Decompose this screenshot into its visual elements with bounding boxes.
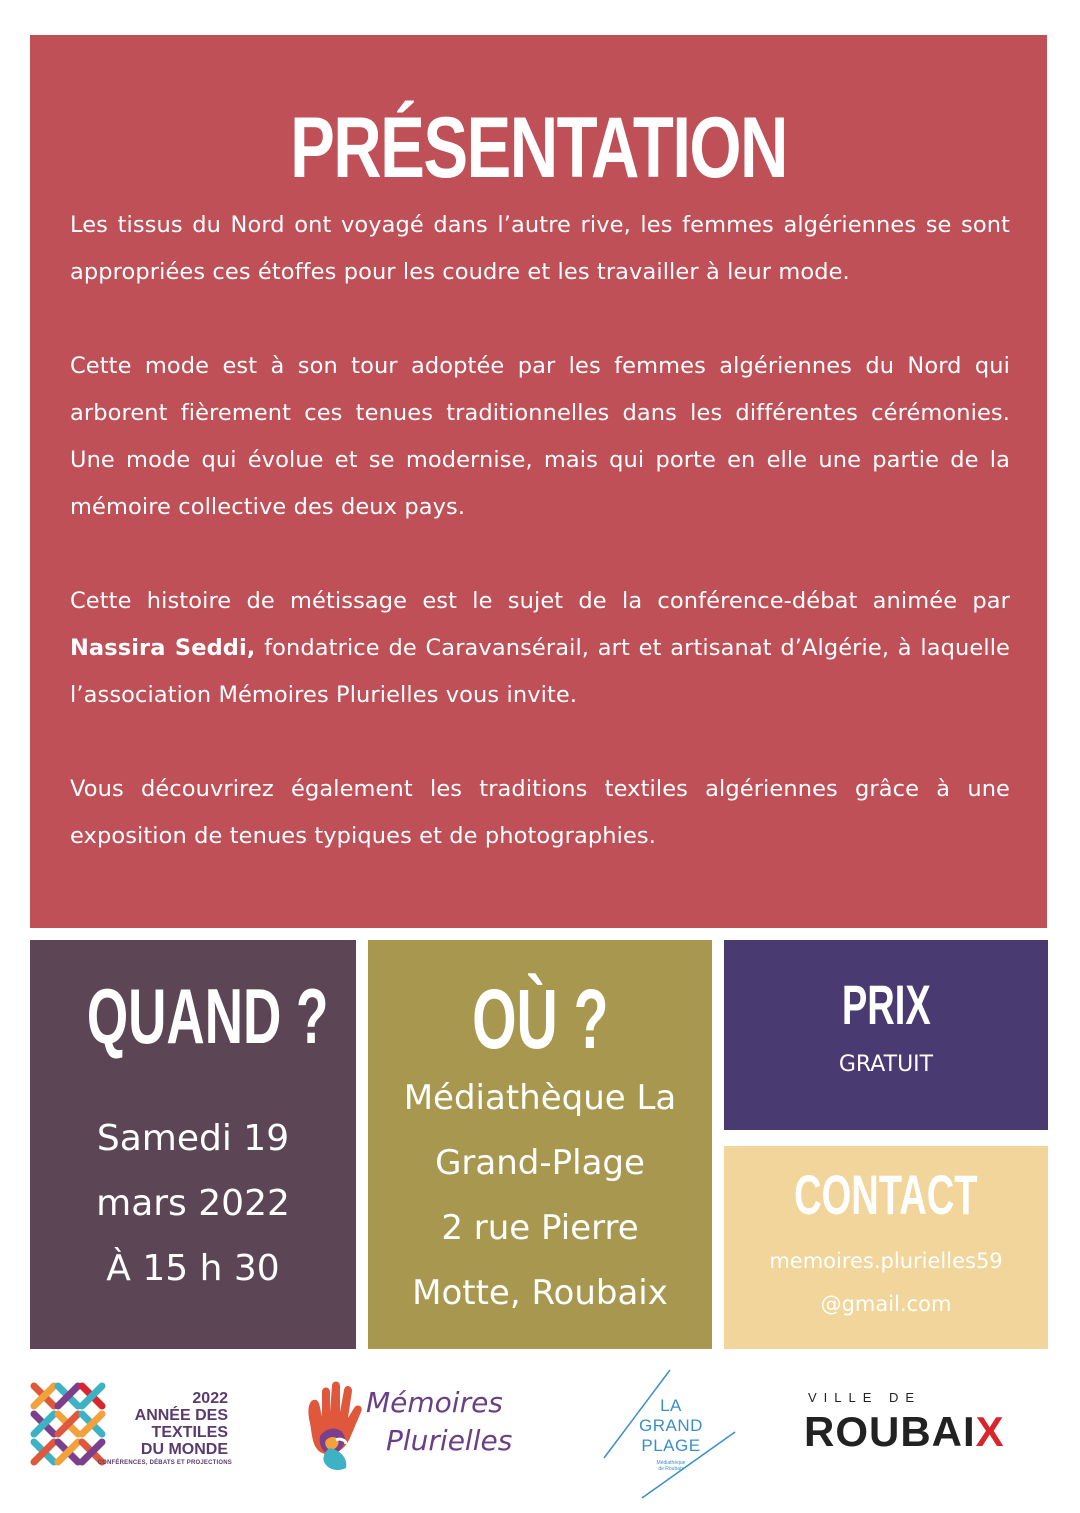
annee-line-3: DU MONDE bbox=[140, 1441, 228, 1458]
where-address-line-1: 2 rue Pierre bbox=[441, 1208, 639, 1248]
grand-plage-logo bbox=[600, 1368, 740, 1503]
annee-line-1: ANNÉE DES bbox=[134, 1407, 228, 1424]
where-address-line-2: Motte, Roubaix bbox=[412, 1273, 668, 1313]
gp-small-2: de Roubaix bbox=[658, 1466, 684, 1472]
when-time: À 15 h 30 bbox=[106, 1248, 280, 1289]
when-details bbox=[30, 1106, 356, 1301]
price-title: PRIX bbox=[841, 973, 931, 1036]
when-month-year: mars 2022 bbox=[96, 1183, 290, 1224]
contact-email-user: memoires.plurielles59 bbox=[769, 1249, 1003, 1273]
paragraph-3-after: fondatrice de Caravansérail, art et artisanat d’Algérie, à laquelle l’association Mémoires Plurielles vous invite. bbox=[70, 635, 1010, 708]
speaker-name: Nassira Seddi, bbox=[70, 635, 256, 661]
where-venue-line-1: Médiathèque La bbox=[403, 1078, 677, 1118]
presentation-panel bbox=[30, 35, 1047, 928]
partner-logos bbox=[0, 1360, 1080, 1513]
gp-line-3: PLAGE bbox=[641, 1436, 701, 1455]
presentation-paragraph-4: Vous découvrirez également les traditions textiles algériennes grâce à une exposition de tenues typiques et de photographies. bbox=[70, 776, 1010, 849]
contact-title: CONTACT bbox=[794, 1163, 978, 1226]
where-panel bbox=[368, 940, 712, 1349]
memoires-plurielles-logo bbox=[300, 1378, 545, 1478]
roubaix-ville-de: VILLE DE bbox=[808, 1390, 922, 1405]
memoires-line-2: Plurielles bbox=[386, 1424, 513, 1457]
contact-email-domain: @gmail.com bbox=[820, 1292, 952, 1316]
presentation-paragraph-1: Les tissus du Nord ont voyagé dans l’autre rive, les femmes algériennes se sont appropriées ces étoffes pour les coudre et les travailler à leur mode. bbox=[70, 212, 1010, 285]
roubaix-letters: ROUBAI bbox=[804, 1408, 976, 1455]
contact-email[interactable] bbox=[724, 1240, 1048, 1326]
ville-de-roubaix-logo bbox=[800, 1390, 1030, 1460]
when-title: QUAND ? bbox=[86, 972, 329, 1060]
colorful-hands-icon bbox=[300, 1378, 370, 1478]
presentation-body bbox=[70, 202, 1010, 860]
when-panel bbox=[30, 940, 356, 1349]
grand-plage-tagline bbox=[636, 1460, 706, 1472]
memoires-line-1: Mémoires bbox=[366, 1386, 503, 1419]
where-venue-line-2: Grand-Plage bbox=[435, 1143, 645, 1183]
paragraph-3-before: Cette histoire de métissage est le sujet de la conférence-débat animée par bbox=[70, 588, 1010, 614]
presentation-paragraph-2: Cette mode est à son tour adoptée par les femmes algériennes du Nord qui arborent fièrement ces tenues traditionnelles dans les différentes cérémonies. Une mode qui évolue et se modernise, mais qui porte en elle une partie de la mémoire collective des deux pays. bbox=[70, 353, 1010, 520]
annee-line-2: TEXTILES bbox=[151, 1424, 228, 1441]
gp-line-1: LA bbox=[660, 1396, 682, 1415]
price-panel bbox=[724, 940, 1048, 1130]
woven-pattern-icon bbox=[30, 1380, 110, 1470]
presentation-title: PRÉSENTATION bbox=[290, 100, 787, 196]
grand-plage-wordmark bbox=[636, 1396, 706, 1456]
when-day: Samedi 19 bbox=[96, 1118, 290, 1159]
annee-subtitle: CONFÉRENCES, DÉBATS ET PROJECTIONS bbox=[97, 1460, 232, 1466]
where-details bbox=[368, 1066, 712, 1326]
gp-line-2: GRAND bbox=[639, 1416, 703, 1435]
annee-textiles-logo bbox=[30, 1380, 230, 1470]
gp-small-1: Médiathèque bbox=[656, 1460, 686, 1466]
contact-panel bbox=[724, 1146, 1048, 1349]
annee-year: 2022 bbox=[192, 1390, 228, 1407]
where-title: OÙ ? bbox=[471, 972, 609, 1066]
roubaix-red-x: X bbox=[975, 1408, 1005, 1455]
annee-textiles-wordmark bbox=[110, 1390, 228, 1458]
roubaix-wordmark bbox=[804, 1408, 1005, 1456]
memoires-wordmark bbox=[366, 1384, 512, 1460]
price-value: GRATUIT bbox=[838, 1052, 934, 1077]
presentation-paragraph-3 bbox=[70, 578, 1010, 719]
